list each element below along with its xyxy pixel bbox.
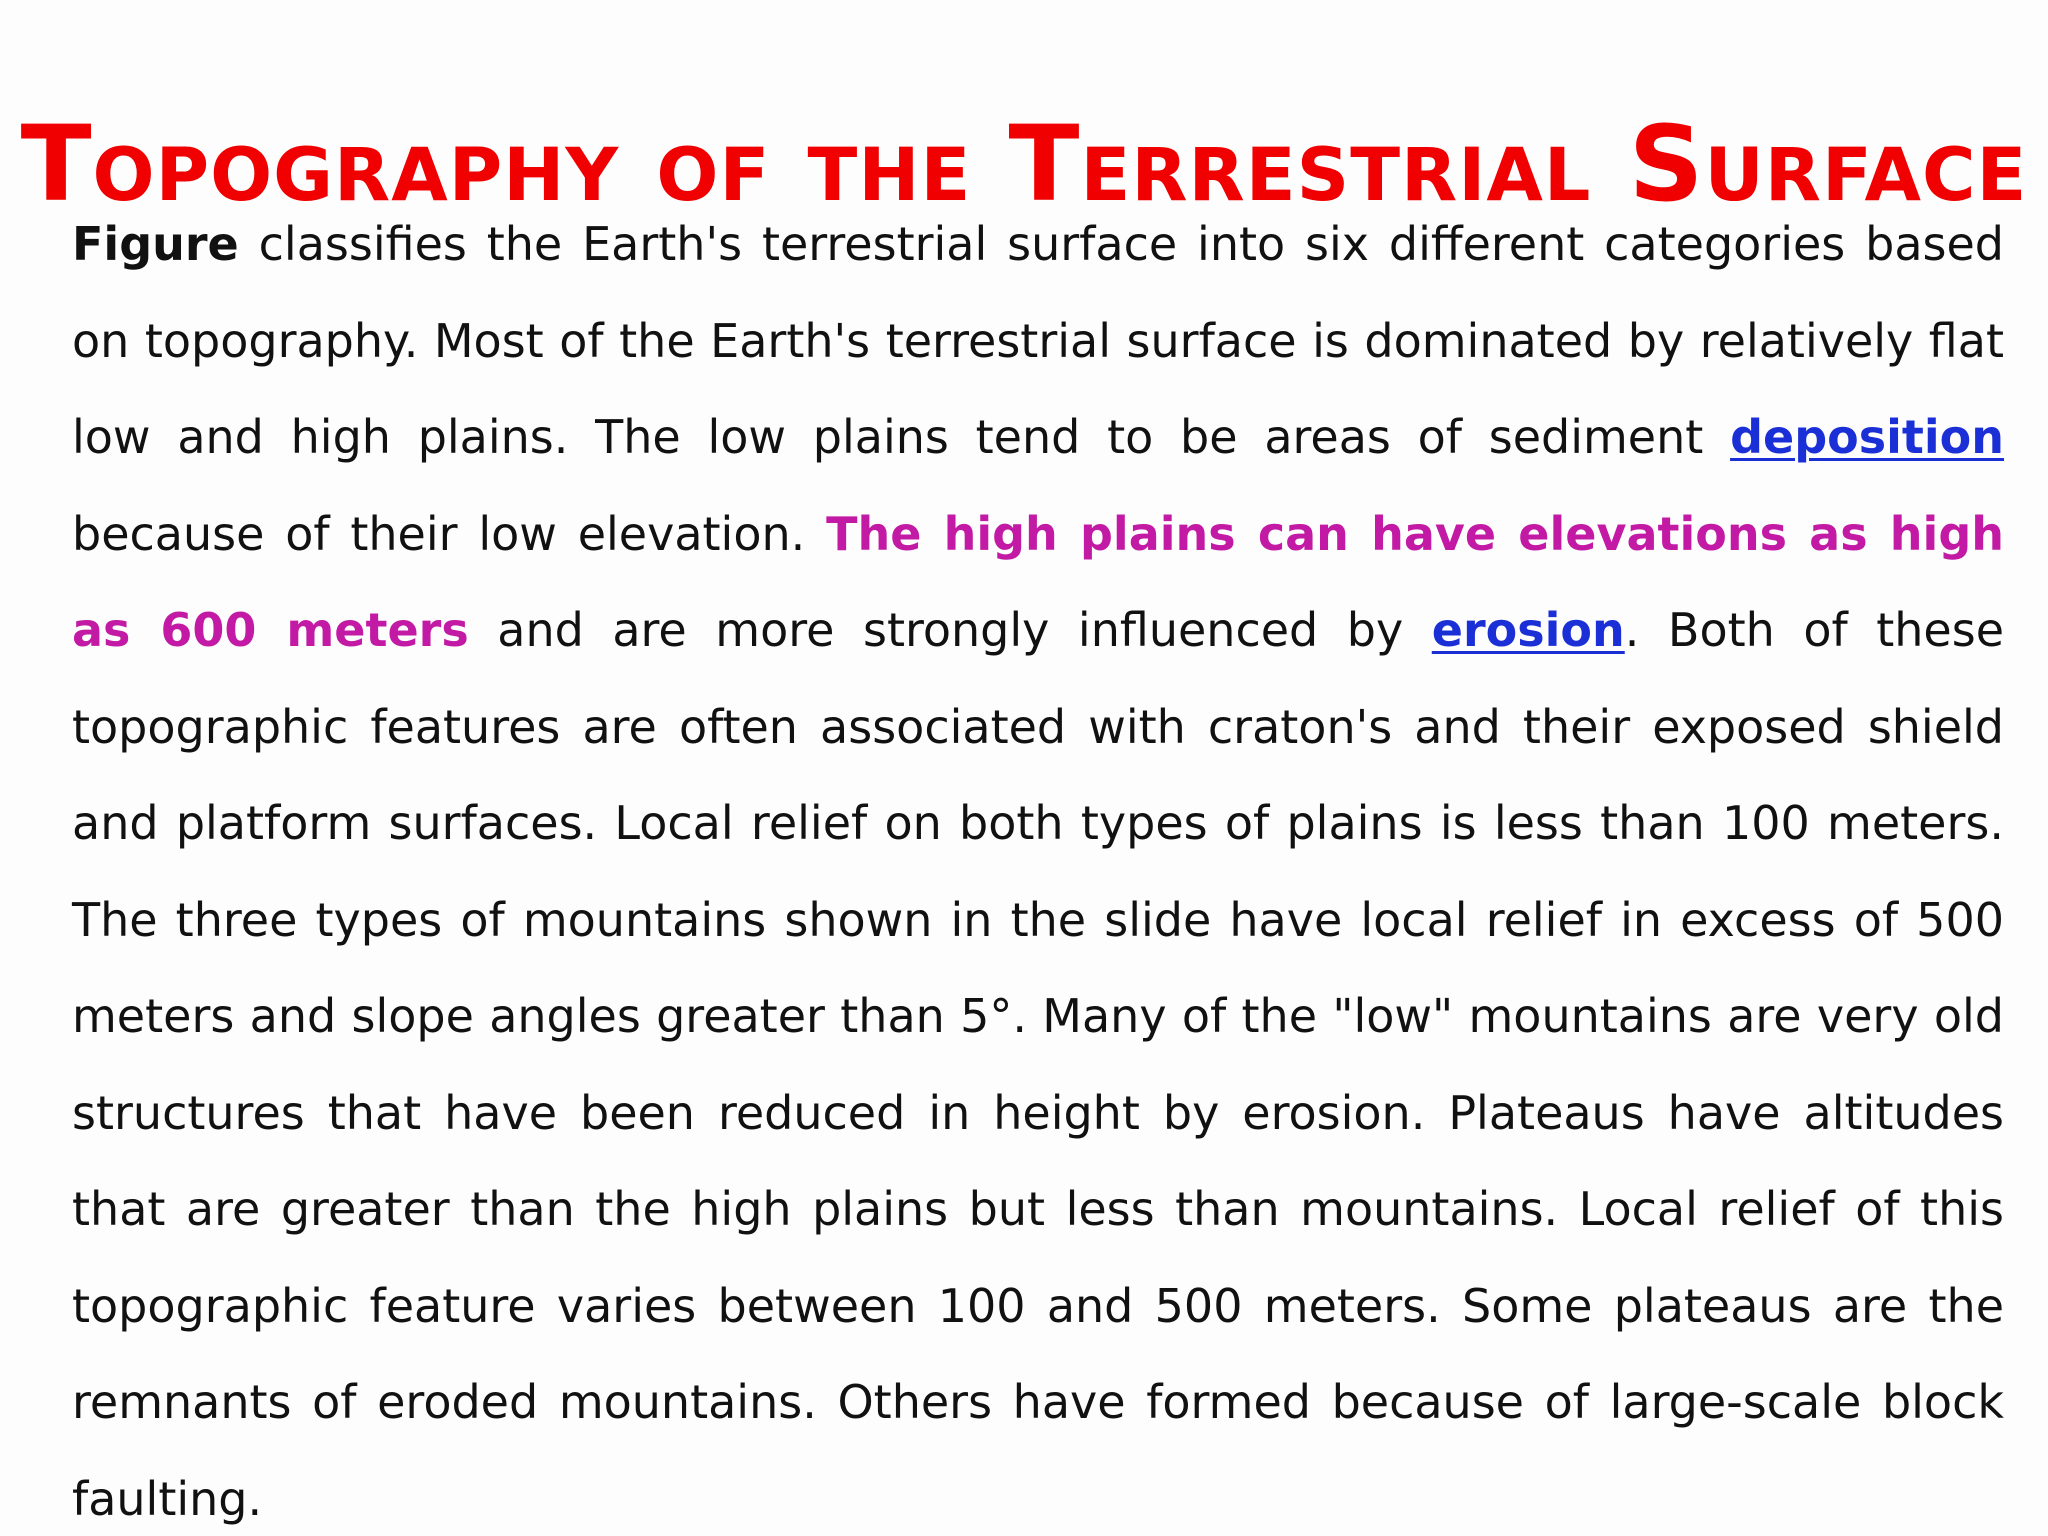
deposition-link[interactable]: deposition	[1730, 410, 2004, 464]
body-text-segment-3: and are more strongly influenced by	[468, 603, 1432, 657]
body-text-segment-1: classifies the Earth's terrestrial surface into six different categories based on topography. Most of the Earth's terrestrial surface is dominated by relatively flat low and high plains. The low plains tend to be areas of sediment	[72, 217, 2004, 464]
body-paragraph	[72, 196, 2004, 1536]
erosion-link[interactable]: erosion	[1431, 603, 1625, 657]
body-text-segment-2: because of their low elevation.	[72, 506, 827, 561]
slide-title: Topography of the Terrestrial Surface	[20, 102, 2028, 225]
body-text-segment-4: . Both of these topographic features are often associated with craton's and their exposed shield and platform surfaces. Local relief on both types of plains is less than 100 meters. The three types of mountains shown in the slide have local relief in excess of 500 meters and slope angles greater than 5°. Many of the "low" mountains are very old structures that have been reduced in height by erosion. Plateaus have altitudes that are greater than the high plains but less than mountains. Local relief of this topographic feature varies between 100 and 500 meters. Some plateaus are the remnants of eroded mountains. Others have formed because of large-scale block faulting.	[72, 603, 2004, 1526]
highlighted-sentence: The high plains can have elevations as high as 600 meters	[72, 506, 2004, 657]
lead-bold-word: Figure	[72, 217, 239, 271]
